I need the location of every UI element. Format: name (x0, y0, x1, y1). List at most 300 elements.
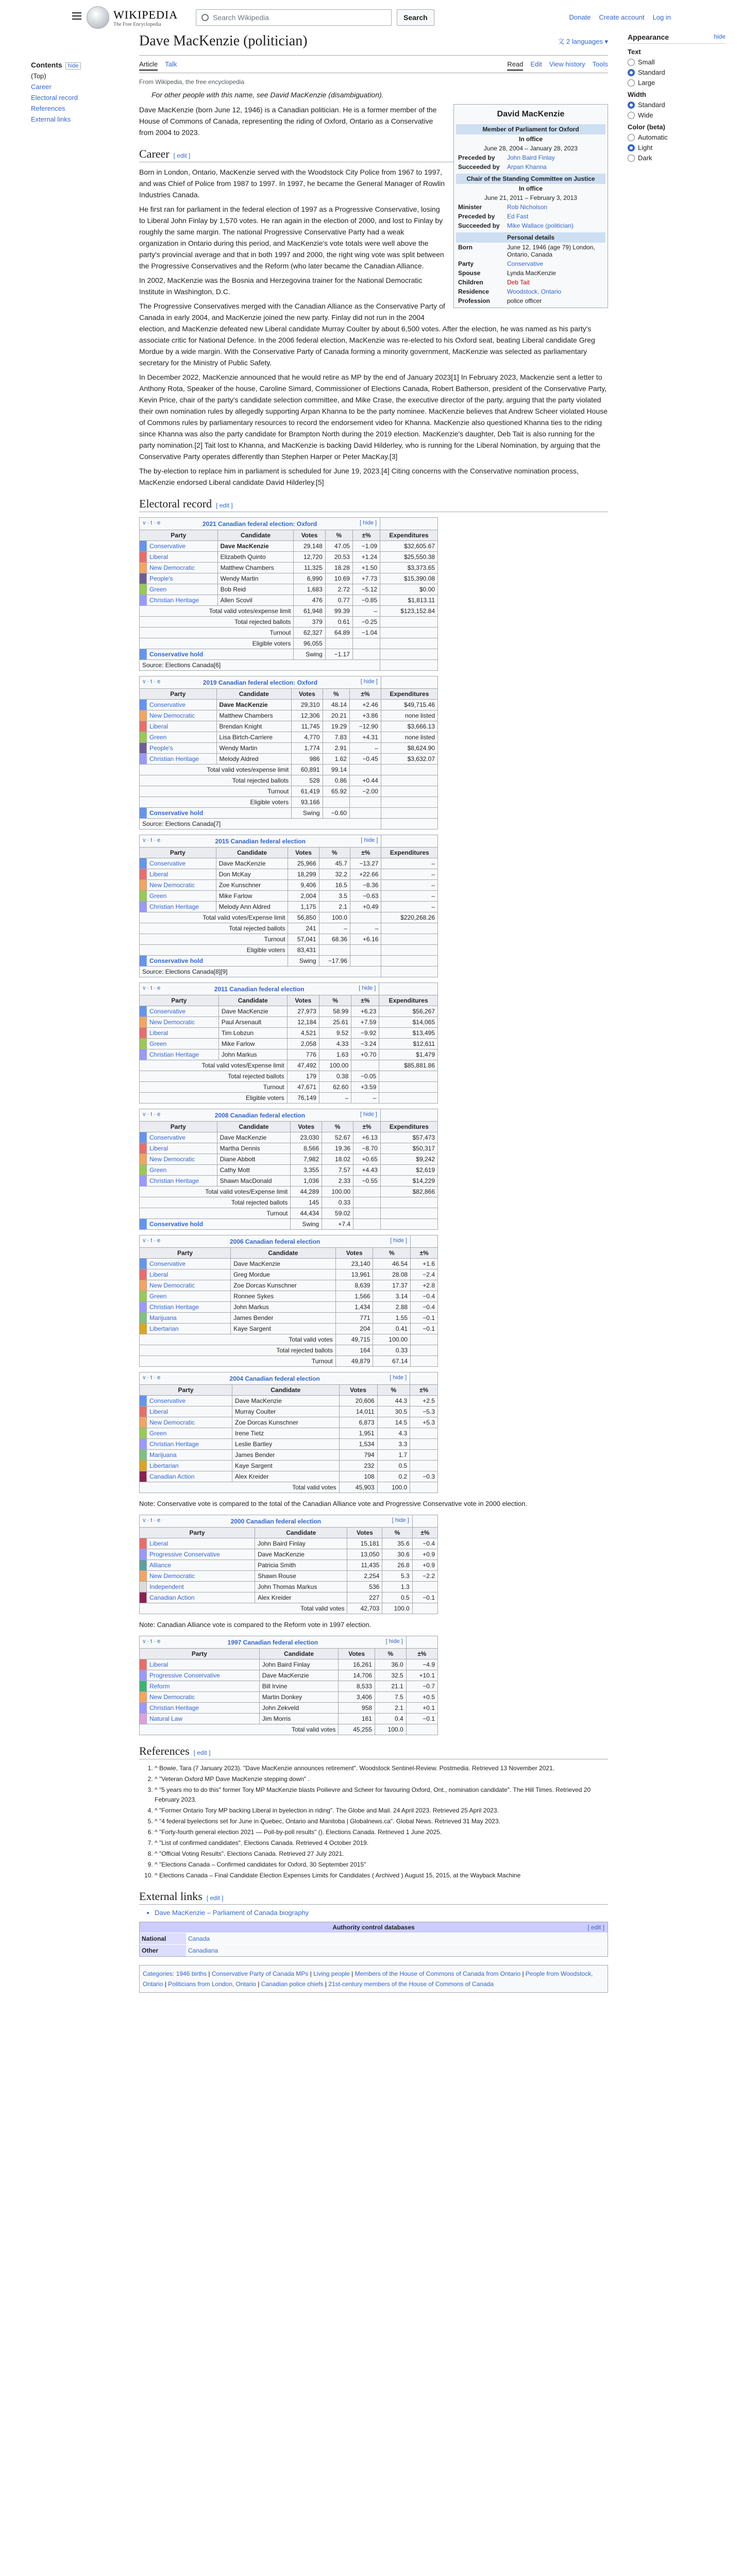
authority-header[interactable]: Authority control databases (332, 1924, 415, 1931)
table-row (140, 754, 438, 765)
totals-row (140, 606, 438, 617)
candidate-name: Allen Scovil (217, 595, 294, 606)
user-link[interactable]: Log in (652, 13, 671, 21)
candidate-name: Irene Tietz (232, 1428, 339, 1439)
table-row (140, 1592, 438, 1603)
votes-cell: 12,184 (287, 1017, 319, 1028)
candidate-name: Patricia Smith (255, 1560, 347, 1571)
reference-item[interactable]: 4. ^ "Former Ontario Tory MP backing Liberal in byelection in riding". The Globe and Mail. 24 April 2023. Retrieved 25 April 2023. (155, 1806, 608, 1816)
dpct-cell: −0.85 (352, 595, 380, 606)
swing-label[interactable]: Swing (292, 808, 323, 819)
totals-dpct: – (351, 1093, 379, 1104)
party-name[interactable]: Christian Heritage (147, 902, 216, 912)
votes-cell: 11,325 (294, 563, 325, 573)
col-header-dpct: ±% (352, 530, 380, 541)
totals-dpct (406, 1724, 437, 1735)
section-heading-references: References [ edit ] (139, 1744, 608, 1759)
pct-cell: 0.5 (382, 1592, 412, 1603)
category-link[interactable]: 1946 births (176, 1970, 207, 1977)
dpct-cell: +5.3 (410, 1417, 438, 1428)
party-color-swatch (140, 1049, 147, 1060)
swing-label[interactable]: Swing (288, 956, 319, 967)
swing-value: −17.96 (319, 956, 350, 967)
party-name[interactable]: Christian Heritage (147, 1703, 260, 1714)
election-title[interactable]: 2006 Canadian federal election (229, 1238, 321, 1245)
party-color-swatch (140, 1714, 147, 1724)
party-name[interactable]: Liberal (147, 1406, 232, 1417)
totals-exp (381, 934, 438, 945)
candidate-name: Matthew Chambers (216, 710, 292, 721)
totals-exp (380, 638, 438, 649)
category-link[interactable]: 21st-century members of the House of Commons of Canada (328, 1980, 494, 1988)
election-table (139, 676, 438, 829)
table-row (140, 1703, 438, 1714)
pct-cell: 9.52 (319, 1028, 351, 1039)
pct-cell: 21.1 (375, 1681, 406, 1692)
hide-toggle[interactable]: [ hide ] (359, 985, 376, 991)
party-name[interactable]: Green (147, 1291, 231, 1302)
party-name[interactable]: Canadian Action (147, 1471, 232, 1482)
totals-row (140, 912, 438, 923)
totals-label: Eligible voters (140, 1093, 288, 1104)
search-button[interactable]: Search (397, 9, 434, 26)
party-name[interactable]: Conservative (147, 700, 217, 710)
totals-pct: – (319, 1093, 351, 1104)
votes-cell: 771 (335, 1313, 373, 1324)
totals-votes: 56,850 (288, 912, 319, 923)
totals-label: Total rejected ballots (140, 1197, 291, 1208)
navbox-vte[interactable]: v · t · e (143, 1111, 161, 1117)
category-link[interactable]: Conservative Party of Canada MPs (211, 1970, 309, 1977)
party-name[interactable]: Progressive Conservative (147, 1549, 255, 1560)
tab-talk[interactable]: Talk (165, 60, 177, 68)
hide-toggle[interactable]: [ hide ] (360, 1111, 377, 1117)
table-row (140, 1165, 438, 1176)
infobox-label: Succeeded by (458, 163, 500, 171)
reference-item[interactable]: 2. ^ "Veteran Oxford MP Dave MacKenzie stepping down" . (155, 1774, 608, 1784)
dpct-cell: +6.13 (353, 1132, 381, 1143)
party-name[interactable]: People's (147, 573, 218, 584)
col-header-expenditures: Expenditures (379, 995, 438, 1006)
col-header-candidate: Candidate (232, 1385, 339, 1396)
hold-row (140, 649, 438, 660)
totals-dpct (352, 638, 380, 649)
infobox-succeeded-2[interactable]: Mike Wallace (politician) (507, 222, 574, 229)
pct-cell: 52.67 (322, 1132, 353, 1143)
votes-cell: 8,639 (335, 1280, 373, 1291)
appearance-option[interactable] (628, 111, 726, 119)
totals-row (140, 1208, 438, 1219)
reference-item[interactable]: 1. ^ Bowie, Tara (7 January 2023). "Dave MacKenzie announces retirement". Woodstock Sentinel-Review. Postmedia. Retrieved 13 November 2021. (155, 1764, 608, 1773)
hide-toggle[interactable]: [ hide ] (360, 679, 378, 685)
appearance-option[interactable] (628, 133, 726, 141)
infobox-office-2[interactable]: Chair of the Standing Committee on Justice (456, 174, 605, 184)
party-color-swatch (140, 1571, 147, 1582)
table-row (140, 1692, 438, 1703)
election-title[interactable]: 2008 Canadian federal election (214, 1111, 306, 1119)
candidate-name: Melody Aldred (216, 754, 292, 765)
infobox-preceded-1[interactable]: John Baird Finlay (507, 154, 555, 161)
party-name[interactable]: Liberal (147, 1538, 255, 1549)
toc-item[interactable]: Electoral record (31, 94, 78, 101)
party-name[interactable]: Libertarian (147, 1324, 231, 1334)
party-name[interactable]: New Democratic (147, 1154, 217, 1165)
party-name[interactable]: Alliance (147, 1560, 255, 1571)
dpct-cell: +4.43 (353, 1165, 381, 1176)
tab-article[interactable]: Article (139, 60, 158, 71)
hide-toggle[interactable]: [ hide ] (390, 1238, 408, 1244)
navbox-vte[interactable]: v · t · e (143, 1638, 161, 1645)
election-table (139, 1109, 438, 1230)
totals-row (140, 1482, 438, 1493)
infobox-succeeded-1[interactable]: Arpan Khanna (507, 163, 547, 171)
party-color-swatch (140, 1406, 147, 1417)
party-name[interactable]: Conservative (147, 858, 216, 869)
candidate-name: Diane Abbott (217, 1154, 291, 1165)
reference-item[interactable]: 3. ^ "5 years mo to do this" former Tory MP MacKenzie blasts Poilievre and Scheer for favouring Oxford, Ont., nomination candidate". The Hill Times. Retrieved 20 February 2023. (155, 1785, 608, 1805)
table-row (140, 1439, 438, 1450)
reference-item[interactable]: 7. ^ "List of confirmed candidates". Elections Canada. Retrieved 4 October 2019. (155, 1838, 608, 1848)
totals-row (140, 1356, 438, 1367)
navbox-vte[interactable]: v · t · e (143, 837, 161, 843)
tab-edit[interactable]: Edit (530, 60, 542, 68)
infobox-label: Profession (458, 297, 491, 304)
party-name[interactable]: Christian Heritage (147, 595, 218, 606)
candidate-name: Don McKay (216, 869, 288, 880)
party-color-swatch (140, 1592, 147, 1603)
dpct-cell: −1.09 (352, 541, 380, 552)
hide-toggle[interactable]: [ hide ] (392, 1517, 409, 1523)
totals-votes: 179 (287, 1071, 319, 1082)
reference-item[interactable]: 9. ^ "Elections Canada – Confirmed candidates for Oxford, 30 September 2015" (155, 1860, 608, 1870)
pct-cell: 7.5 (375, 1692, 406, 1703)
party-color-swatch (140, 1006, 147, 1017)
infobox-preceded-2[interactable]: Ed Fast (507, 213, 529, 220)
party-name[interactable]: New Democratic (147, 1571, 255, 1582)
table-source[interactable]: Source: Elections Canada[8][9] (140, 967, 381, 977)
totals-label: Total rejected ballots (140, 1345, 336, 1356)
category-link[interactable]: People from Woodstock, Ontario (143, 1970, 593, 1988)
totals-row (140, 1334, 438, 1345)
col-header-votes: Votes (339, 1649, 375, 1659)
toc-item[interactable]: Career (31, 83, 52, 91)
party-name[interactable]: Conservative (147, 1132, 217, 1143)
appearance-hide-button[interactable]: hide (714, 33, 726, 40)
dpct-cell: +0.9 (412, 1549, 437, 1560)
main-menu-button[interactable] (71, 10, 82, 22)
party-name[interactable]: New Democratic (147, 880, 216, 891)
election-title[interactable]: 2004 Canadian federal election (229, 1375, 320, 1382)
category-link[interactable]: Members of the House of Commons of Canada from Ontario (355, 1970, 521, 1977)
party-color-swatch (140, 1659, 147, 1670)
pct-cell: 14.5 (377, 1417, 410, 1428)
votes-cell: 1,566 (335, 1291, 373, 1302)
totals-exp (381, 797, 437, 808)
party-name[interactable]: Green (147, 732, 217, 743)
col-header-votes: Votes (292, 689, 323, 700)
dpct-cell: +0.9 (412, 1560, 437, 1571)
navbox-vte[interactable]: v · t · e (143, 1238, 161, 1244)
dpct-cell: +0.70 (351, 1049, 379, 1060)
hold-text[interactable]: Conservative hold (147, 649, 294, 660)
votes-cell: 204 (335, 1324, 373, 1334)
totals-votes: 61,419 (292, 786, 323, 797)
reference-item[interactable]: 8. ^ "Official Voting Results". Elections Canada. Retrieved 27 July 2021. (155, 1849, 608, 1859)
totals-dpct (349, 765, 381, 775)
col-header-dpct: ±% (406, 1649, 437, 1659)
election-table (139, 1515, 438, 1614)
party-name[interactable]: Libertarian (147, 1461, 232, 1471)
dpct-cell: −8.70 (353, 1143, 381, 1154)
pct-cell: 17.37 (373, 1280, 411, 1291)
totals-votes: 42,703 (347, 1603, 382, 1614)
totals-pct: 0.38 (319, 1071, 351, 1082)
totals-exp (381, 945, 438, 956)
election-title[interactable]: 2021 Canadian federal election: Oxford (203, 520, 317, 528)
party-name[interactable]: Marijuana (147, 1450, 232, 1461)
votes-cell: 227 (347, 1592, 382, 1603)
table-source[interactable]: Source: Elections Canada[7] (140, 819, 381, 829)
hide-toggle[interactable]: [ hide ] (360, 520, 377, 526)
toc-item[interactable]: (Top) (31, 72, 46, 80)
totals-row (140, 617, 438, 628)
dpct-cell: −0.7 (406, 1681, 437, 1692)
party-name[interactable]: New Democratic (147, 1417, 232, 1428)
appearance-option[interactable] (628, 144, 726, 151)
option-label: Dark (638, 154, 652, 162)
table-row (140, 1538, 438, 1549)
appearance-option[interactable] (628, 58, 726, 66)
party-color-swatch (140, 552, 147, 563)
party-name[interactable]: Conservative (147, 541, 218, 552)
party-color-swatch (140, 649, 147, 660)
user-link[interactable]: Donate (569, 13, 591, 21)
authority-value[interactable]: Canada (188, 1935, 210, 1942)
table-row (140, 1259, 438, 1269)
navbox-vte[interactable]: v · t · e (143, 1517, 161, 1523)
swing-label[interactable]: Swing (294, 649, 325, 660)
toc-item[interactable]: References (31, 105, 65, 112)
election-table (139, 1235, 438, 1367)
pct-cell: 48.14 (323, 700, 349, 710)
authority-row (140, 1933, 608, 1944)
party-name[interactable]: New Democratic (147, 1017, 219, 1028)
election-title[interactable]: 2000 Canadian federal election (230, 1517, 322, 1525)
party-name[interactable]: Christian Heritage (147, 1302, 231, 1313)
party-name[interactable]: Green (147, 584, 218, 595)
authority-row (140, 1944, 608, 1956)
navbox-vte[interactable]: v · t · e (143, 985, 161, 991)
pct-cell: 32.5 (375, 1670, 406, 1681)
reference-item[interactable]: 5. ^ "4 federal byelections set for June in Quebec, Ontario and Manitoba | Globalnews.ca". Global News. Retrieved 31 May 2023. (155, 1817, 608, 1826)
edit-section-link[interactable]: [ edit ] (206, 1894, 224, 1902)
pct-cell: 7.83 (323, 732, 349, 743)
appearance-option[interactable] (628, 101, 726, 109)
infobox-minister[interactable]: Rob Nicholson (507, 204, 548, 211)
dpct-cell (410, 1461, 438, 1471)
party-name[interactable]: Green (147, 891, 216, 902)
candidate-name: Zoe Dorcas Kunschner (231, 1280, 336, 1291)
party-name[interactable]: Green (147, 1165, 217, 1176)
hide-toggle[interactable]: [ hide ] (390, 1375, 407, 1381)
swing-label[interactable]: Swing (291, 1219, 322, 1230)
totals-votes: 47,671 (287, 1082, 319, 1093)
option-label: Automatic (638, 133, 668, 141)
dpct-cell: +2.46 (349, 700, 381, 710)
totals-label: Eligible voters (140, 638, 294, 649)
totals-dpct: – (352, 606, 380, 617)
party-name[interactable]: Liberal (147, 869, 216, 880)
totals-votes: 47,492 (287, 1060, 319, 1071)
col-header-party: Party (140, 689, 217, 700)
party-name[interactable]: Independent (147, 1582, 255, 1592)
navbox-vte[interactable]: v · t · e (143, 1375, 161, 1381)
navbox-vte[interactable]: v · t · e (143, 520, 161, 526)
totals-exp (381, 786, 437, 797)
table-source[interactable]: Source: Elections Canada[6] (140, 660, 380, 671)
election-title[interactable]: 1997 Canadian federal election (227, 1638, 318, 1646)
totals-dpct (353, 1187, 381, 1197)
election-title[interactable]: 2015 Canadian federal election (215, 837, 306, 845)
col-header-party: Party (140, 1385, 232, 1396)
party-color-swatch (140, 1017, 147, 1028)
votes-cell: 13,961 (335, 1269, 373, 1280)
party-name[interactable]: Liberal (147, 1143, 217, 1154)
candidate-name: Tim Lobzun (218, 1028, 287, 1039)
edit-section-link[interactable]: [ edit ] (173, 152, 191, 159)
party-name[interactable]: Green (147, 1428, 232, 1439)
party-name[interactable]: New Democratic (147, 710, 217, 721)
authority-value[interactable]: Canadiana (188, 1947, 218, 1954)
expenditure-cell: – (381, 891, 438, 902)
party-name[interactable]: Conservative (147, 1396, 232, 1406)
category-link[interactable]: Living people (313, 1970, 350, 1977)
party-name[interactable]: Christian Heritage (147, 1176, 217, 1187)
search-input[interactable] (196, 9, 392, 26)
toc-item[interactable]: External links (31, 115, 71, 123)
election-title[interactable]: 2019 Canadian federal election: Oxford (203, 679, 317, 686)
infobox-residence[interactable]: Woodstock, Ontario (507, 288, 562, 295)
categories-label[interactable]: Categories: (143, 1970, 175, 1977)
party-name[interactable]: Conservative (147, 1006, 219, 1017)
party-name[interactable]: Reform (147, 1681, 260, 1692)
radio-icon (628, 79, 635, 87)
candidate-name: Ronnee Sykes (231, 1291, 336, 1302)
party-color-swatch (140, 595, 147, 606)
pct-cell: 18.02 (322, 1154, 353, 1165)
party-name[interactable]: Progressive Conservative (147, 1670, 260, 1681)
party-name[interactable]: Christian Heritage (147, 1049, 219, 1060)
reference-item[interactable]: 6. ^ "Forty-fourth general election 2021 — Poll-by-poll results" (). Elections Canada. Retrieved 1 June 2025. (155, 1827, 608, 1837)
totals-pct: 0.33 (322, 1197, 353, 1208)
party-name[interactable]: People's (147, 743, 217, 754)
wikipedia-logo[interactable] (87, 6, 178, 29)
edit-section-link[interactable]: [ edit ] (216, 502, 233, 509)
category-link[interactable]: Canadian police chiefs (261, 1980, 324, 1988)
col-header-pct: % (377, 1385, 410, 1396)
party-name[interactable]: New Democratic (147, 563, 218, 573)
toc-hide-button[interactable]: hide (65, 62, 81, 70)
party-name[interactable]: Christian Heritage (147, 1439, 232, 1450)
party-color-swatch (140, 573, 147, 584)
votes-cell: 1,175 (288, 902, 319, 912)
appearance-option[interactable] (628, 69, 726, 76)
party-name[interactable]: Christian Heritage (147, 754, 217, 765)
appearance-option[interactable] (628, 154, 726, 162)
totals-dpct (411, 1356, 438, 1367)
hide-toggle[interactable]: [ hide ] (361, 837, 378, 843)
infobox-party[interactable]: Conservative (507, 260, 544, 267)
party-color-swatch (140, 1461, 147, 1471)
party-name[interactable]: Marijuana (147, 1313, 231, 1324)
hold-text[interactable]: Conservative hold (147, 956, 288, 967)
party-name[interactable]: Green (147, 1039, 219, 1049)
appearance-option[interactable] (628, 79, 726, 87)
hold-text[interactable]: Conservative hold (147, 1219, 291, 1230)
party-name[interactable]: New Democratic (147, 1280, 231, 1291)
col-header-dpct: ±% (410, 1385, 438, 1396)
category-link[interactable]: Politicians from London, Ontario (168, 1980, 256, 1988)
election-title[interactable]: 2011 Canadian federal election (214, 985, 305, 993)
reference-item[interactable]: 10. ^ Elections Canada – Final Candidate Election Expenses Limits for Candidates ( Archived ) August 15, 2015, at the Wayback Machine (155, 1871, 608, 1880)
table-row (140, 1028, 438, 1039)
candidate-name: Kaye Sargent (232, 1461, 339, 1471)
party-name[interactable]: Liberal (147, 721, 217, 732)
dpct-cell: +7.73 (352, 573, 380, 584)
totals-votes: 44,434 (291, 1208, 322, 1219)
votes-cell: 12,720 (294, 552, 325, 563)
party-color-swatch (140, 808, 147, 819)
party-name[interactable]: Canadian Action (147, 1592, 255, 1603)
candidate-name: Bob Reid (217, 584, 294, 595)
user-link[interactable]: Create account (599, 13, 645, 21)
hide-toggle[interactable]: [ hide ] (385, 1638, 403, 1645)
totals-votes: 62,327 (294, 628, 325, 638)
dpct-cell: −0.4 (411, 1291, 438, 1302)
party-name[interactable]: Liberal (147, 1269, 231, 1280)
table-row (140, 902, 438, 912)
language-button[interactable]: 文 2 languages ▾ (558, 38, 608, 45)
expenditure-cell: $3,666.13 (381, 721, 437, 732)
col-header-party: Party (140, 530, 218, 541)
party-name[interactable]: New Democratic (147, 1692, 260, 1703)
totals-label: Turnout (140, 1208, 291, 1219)
edit-section-link[interactable]: [ edit ] (193, 1749, 211, 1756)
tab-tools[interactable]: Tools (592, 60, 608, 68)
infobox-office-1[interactable]: Member of Parliament for Oxford (456, 124, 605, 134)
col-header-candidate: Candidate (218, 995, 287, 1006)
totals-label: Total rejected ballots (140, 1071, 288, 1082)
totals-label: Total valid votes/expense limit (140, 765, 292, 775)
hold-text[interactable]: Conservative hold (147, 808, 292, 819)
authority-edit-link[interactable]: [ edit ] (587, 1924, 604, 1931)
party-color-swatch (140, 743, 147, 754)
table-row (140, 1280, 438, 1291)
external-link[interactable]: • Dave MacKenzie – Parliament of Canada biography (155, 1909, 608, 1917)
col-header-candidate: Candidate (231, 1248, 336, 1259)
party-name[interactable]: Natural Law (147, 1714, 260, 1724)
pct-cell: 18.28 (325, 563, 352, 573)
navbox-vte[interactable]: v · t · e (143, 679, 161, 685)
party-name[interactable]: Liberal (147, 1659, 260, 1670)
table-row (140, 1396, 438, 1406)
party-name[interactable]: Liberal (147, 1028, 219, 1039)
radio-icon (628, 101, 635, 109)
party-name[interactable]: Conservative (147, 1259, 231, 1269)
party-name[interactable]: Liberal (147, 552, 218, 563)
tab-read[interactable]: Read (507, 60, 523, 71)
tab-view-history[interactable]: View history (549, 60, 585, 68)
